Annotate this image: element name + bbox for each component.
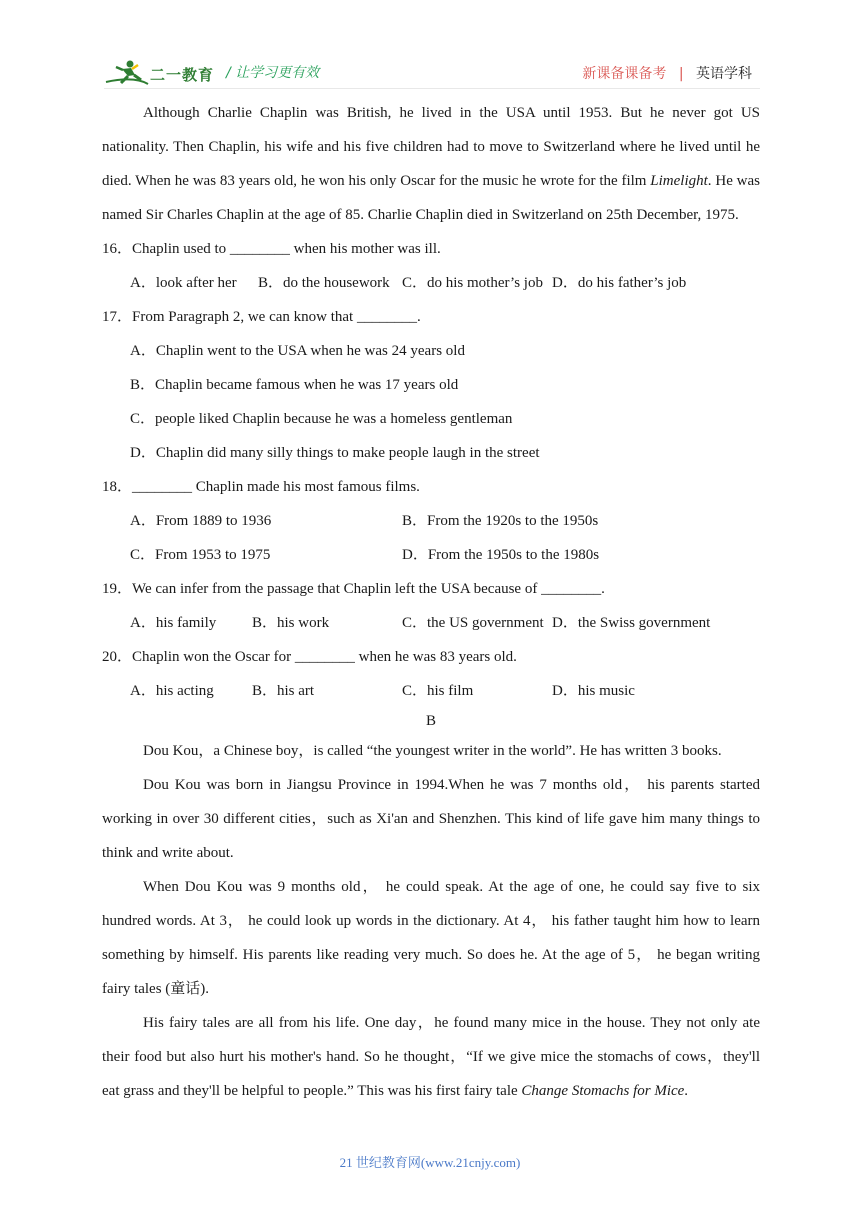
header-course-info (582, 63, 752, 83)
header-slogan: / 让学习更有效 (226, 65, 320, 81)
option-d[interactable]: D．Chaplin did many silly things to make people laugh in the street (130, 445, 540, 461)
option-a[interactable]: A．his acting (130, 683, 214, 699)
question-16-options (102, 266, 760, 300)
film-title: Limelight (650, 173, 708, 189)
logo-text: 二一教育 (150, 66, 215, 84)
course-label: 新课备课备考 (582, 66, 667, 82)
option-c[interactable]: C．his film (402, 683, 474, 699)
paragraph-text: . He was named Sir Charles Chaplin at the age of 85. Charlie Chaplin died in Switzerland on 25th December, 1975. (102, 173, 760, 223)
header-divider (104, 88, 760, 89)
option-a[interactable]: A．look after her (130, 275, 237, 291)
option-b[interactable]: B．Chaplin became famous when he was 17 years old (130, 377, 459, 393)
question-stem: We can infer from the passage that Chaplin left the USA because of ________. (132, 581, 605, 597)
paragraph-text: Although Charlie Chaplin was British, he lived in the USA until 1953. But he never got US nationality. Then Chaplin, his wife and his five children had to move to Switzerland where he lived until he died. When he was 83 years old, he won his only Oscar for the music he wrote for the film (102, 105, 760, 189)
question-20-options (102, 674, 760, 708)
section-b-paragraph-2: Dou Kou was born in Jiangsu Province in 1994.When he was 7 months old， his parents started working in over 30 different cities，such as Xi'an and Shenzhen. This kind of life gave him many things to think and write about. (102, 777, 760, 861)
question-20: 20．Chaplin won the Oscar for ________ when he was 83 years old. (102, 649, 517, 665)
question-18-options-row1 (102, 504, 760, 538)
option-d[interactable]: D．From the 1950s to the 1980s (402, 547, 600, 563)
option-c[interactable]: C．From 1953 to 1975 (130, 547, 271, 563)
option-d[interactable]: D．the Swiss government (552, 615, 711, 631)
section-b-title: B (425, 713, 436, 729)
question-16: 16．Chaplin used to ________ when his mother was ill. (102, 241, 441, 257)
subject-label: 英语学科 (696, 66, 752, 82)
section-b-paragraph-3: When Dou Kou was 9 months old， he could speak. At the age of one, he could say five to six hundred words. At 3， he could look up words in the dictionary. At 4， his father taught him how to learn something by himself. His parents like reading very much. So does he. At the age of 5， he began writing fairy tales (童话). (102, 879, 760, 997)
question-18-options-row2 (102, 538, 760, 572)
question-17: 17．From Paragraph 2, we can know that ________. (102, 309, 421, 325)
question-18: 18．________ Chaplin made his most famous films. (102, 479, 420, 495)
option-b[interactable]: B．do the housework (258, 275, 390, 291)
question-number: 18 (102, 479, 117, 495)
option-c[interactable]: C．people liked Chaplin because he was a homeless gentleman (130, 411, 513, 427)
question-number: 16 (102, 241, 117, 257)
paragraph-text: His fairy tales are all from his life. One day，he found many mice in the house. They not only ate their food but also hurt his mother's hand. So he thought，“If we give mice the stomachs of cows，they'll eat grass and they'll be helpful to people.” This was his first fairy tale (102, 1015, 760, 1099)
question-stem: Chaplin won the Oscar for ________ when he was 83 years old. (132, 649, 517, 665)
option-a[interactable]: A．his family (130, 615, 217, 631)
section-b-paragraph-4 (102, 1006, 760, 1108)
option-b[interactable]: B．his work (252, 615, 330, 631)
option-c[interactable]: C．the US government (402, 615, 544, 631)
header-separator: | (678, 66, 684, 82)
question-stem: Chaplin used to ________ when his mother was ill. (132, 241, 441, 257)
question-number: 17 (102, 309, 117, 325)
fairy-tale-title: Change Stomachs for Mice (521, 1083, 685, 1099)
page-footer[interactable]: 21 世纪教育网(www.21cnjy.com) (339, 1155, 521, 1170)
question-number: 19 (102, 581, 117, 597)
question-stem: From Paragraph 2, we can know that ________. (132, 309, 421, 325)
option-d[interactable]: D．do his father’s job (552, 275, 687, 291)
question-19: 19．We can infer from the passage that Chaplin left the USA because of ________. (102, 581, 605, 597)
question-stem: ________ Chaplin made his most famous films. (132, 479, 420, 495)
option-d[interactable]: D．his music (552, 683, 635, 699)
option-b[interactable]: B．his art (252, 683, 315, 699)
passage-a-final-paragraph (102, 96, 760, 232)
option-a[interactable]: A．From 1889 to 1936 (130, 513, 272, 529)
option-b[interactable]: B．From the 1920s to the 1950s (402, 513, 599, 529)
document-body (102, 96, 760, 1108)
question-number: 20 (102, 649, 117, 665)
question-19-options (102, 606, 760, 640)
option-c[interactable]: C．do his mother’s job (402, 275, 543, 291)
page-header (0, 0, 860, 92)
option-a[interactable]: A．Chaplin went to the USA when he was 24 years old (130, 343, 465, 359)
section-b-paragraph-1: Dou Kou，a Chinese boy，is called “the youngest writer in the world”. He has written 3 books. (143, 743, 722, 759)
paragraph-text: . (684, 1083, 689, 1099)
